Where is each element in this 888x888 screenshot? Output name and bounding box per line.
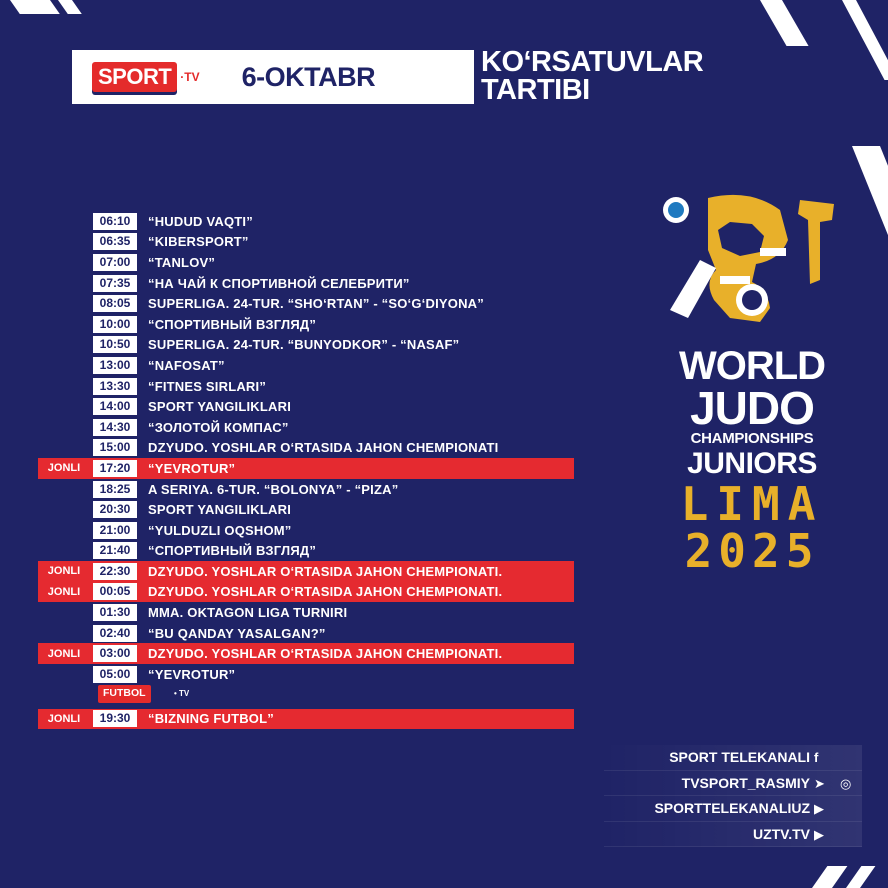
facebook-icon[interactable]: f: [814, 750, 819, 765]
corner-stripe-bottom-right: [812, 866, 847, 888]
schedule-time: 01:30: [93, 604, 137, 621]
schedule-program: DZYUDO. YOSHLAR O‘RTASIDA JAHON CHEMPIONATI.: [148, 646, 503, 662]
schedule-program: “ЗОЛОТОЙ КОМПАС”: [148, 419, 289, 435]
schedule-time: 13:30: [93, 378, 137, 395]
schedule-program: “СПОРТИВНЫЙ ВЗГЛЯД”: [148, 543, 317, 559]
youtube-icon[interactable]: ▶: [814, 801, 824, 816]
judo-championship-emblem: [660, 190, 842, 330]
social-label: TVSPORT_RASMIY: [681, 774, 810, 791]
schedule-program: “YULDUZLI OQSHOM”: [148, 522, 292, 538]
schedule-row: [38, 396, 578, 417]
schedule-program: DZYUDO. YOSHLAR O‘RTASIDA JAHON CHEMPIONATI: [148, 440, 499, 456]
event-line-juniors: JUNIORS: [687, 447, 817, 480]
sport-tv-logo-suffix: ·TV: [180, 70, 200, 84]
schedule-row: [38, 417, 578, 438]
schedule-time: 20:30: [93, 501, 137, 518]
schedule-time: 19:30: [93, 710, 137, 727]
schedule-time: 17:20: [93, 460, 137, 477]
schedule-time: 06:35: [93, 233, 137, 250]
schedule-program: “СПОРТИВНЫЙ ВЗГЛЯД”: [148, 316, 317, 332]
header-bar: [72, 50, 474, 104]
schedule-row: [38, 376, 578, 397]
corner-stripe-right: [852, 146, 888, 236]
schedule-time: 07:00: [93, 254, 137, 271]
social-label: SPORTTELEKANALIUZ: [654, 800, 810, 817]
schedule-program: SUPERLIGA. 24-TUR. “SHO‘RTAN” - “SO‘G‘DIYONA”: [148, 296, 484, 312]
schedule-program: “НА ЧАЙ К СПОРТИВНОЙ СЕЛЕБРИТИ”: [148, 275, 410, 291]
schedule-program: SPORT YANGILIKLARI: [148, 502, 292, 518]
futbol-tv-logo-row: [38, 685, 578, 709]
schedule-row: [38, 602, 578, 623]
corner-stripe-top-left: [10, 0, 60, 14]
schedule-program: A SERIYA. 6-TUR. “BOLONYA” - “PIZA”: [148, 481, 399, 497]
social-label: UZTV.TV: [752, 825, 810, 842]
schedule-time: 21:00: [93, 522, 137, 539]
schedule-program: SUPERLIGA. 24-TUR. “BUNYODKOR” - “NASAF”: [148, 337, 460, 353]
schedule-row: [38, 252, 578, 273]
schedule-program: “YEVROTUR”: [148, 460, 236, 476]
schedule-program: “TANLOV”: [148, 254, 216, 270]
live-badge: JONLI: [47, 585, 81, 598]
schedule-time: 13:00: [93, 357, 137, 374]
schedule-row: [38, 211, 578, 232]
social-link[interactable]: [604, 796, 862, 822]
schedule-row: [38, 664, 578, 685]
schedule-row: [38, 479, 578, 500]
schedule-time: 02:40: [93, 625, 137, 642]
schedule-row: [38, 541, 578, 562]
telegram-icon[interactable]: ➤: [814, 775, 825, 791]
schedule-row: [38, 458, 574, 479]
sport-tv-logo: SPORT: [92, 62, 177, 92]
schedule-program: “NAFOSAT”: [148, 357, 225, 373]
schedule-time: 18:25: [93, 481, 137, 498]
schedule-program: “BU QANDAY YASALGAN?”: [148, 625, 326, 641]
live-badge: JONLI: [47, 565, 81, 578]
corner-stripe-top-right: [760, 0, 809, 46]
schedule-row: [38, 438, 578, 459]
social-link[interactable]: [604, 745, 862, 771]
schedule-row: [38, 314, 578, 335]
schedule-program: “KIBERSPORT”: [148, 234, 249, 250]
live-badge: JONLI: [47, 462, 81, 475]
schedule-list: [38, 211, 578, 729]
schedule-program: “HUDUD VAQTI”: [148, 213, 253, 229]
schedule-row: [38, 499, 578, 520]
page-title-line2: TARTIBI: [481, 74, 590, 106]
schedule-time: 08:05: [93, 295, 137, 312]
schedule-time: 15:00: [93, 439, 137, 456]
social-link[interactable]: [604, 822, 862, 848]
page-title-line1: KO‘RSATUVLAR: [481, 46, 704, 78]
schedule-row: [38, 335, 578, 356]
live-badge: JONLI: [47, 712, 81, 725]
schedule-row: [38, 561, 574, 582]
futbol-tv-logo: FUTBOL: [98, 685, 151, 703]
schedule-program: MMA. OKTAGON LIGA TURNIRI: [148, 605, 348, 621]
schedule-time: 21:40: [93, 542, 137, 559]
play-icon[interactable]: ▶: [814, 826, 824, 842]
schedule-row: [38, 293, 578, 314]
schedule-program: SPORT YANGILIKLARI: [148, 399, 292, 415]
schedule-time: 14:30: [93, 419, 137, 436]
schedule-program: “FITNES SIRLARI”: [148, 378, 267, 394]
schedule-time: 03:00: [93, 645, 137, 662]
schedule-program: “BIZNING FUTBOL”: [148, 711, 274, 727]
corner-stripe-top-left-2: [58, 0, 82, 14]
schedule-time: 22:30: [93, 563, 137, 580]
event-line-year: 2025: [684, 524, 820, 578]
corner-stripe-top-right-2: [842, 0, 888, 80]
schedule-row: [38, 643, 574, 664]
social-links: [604, 745, 862, 847]
schedule-program: “YEVROTUR”: [148, 666, 236, 682]
social-label: SPORT TELEKANALI: [669, 749, 810, 766]
event-line-world: WORLD: [678, 344, 826, 388]
schedule-time: 07:35: [93, 275, 137, 292]
schedule-time: 05:00: [93, 666, 137, 683]
schedule-program: DZYUDO. YOSHLAR O‘RTASIDA JAHON CHEMPIONATI.: [148, 563, 503, 579]
schedule-row: [38, 623, 578, 644]
social-link[interactable]: [604, 771, 862, 797]
corner-stripe-bottom-right-2: [846, 866, 875, 888]
schedule-row: [38, 520, 578, 541]
schedule-time: 06:10: [93, 213, 137, 230]
event-line-lima: LIMA: [680, 477, 824, 531]
instagram-icon[interactable]: ◎: [840, 775, 852, 791]
schedule-time: 00:05: [93, 583, 137, 600]
event-title: [672, 344, 832, 578]
event-line-championships: CHAMPIONSHIPS: [690, 430, 814, 447]
schedule-row: [38, 582, 574, 603]
schedule-program: DZYUDO. YOSHLAR O‘RTASIDA JAHON CHEMPIONATI.: [148, 584, 503, 600]
schedule-row: [38, 232, 578, 253]
page-title: [481, 48, 703, 104]
schedule-row: [38, 273, 578, 294]
schedule-time: 14:00: [93, 398, 137, 415]
futbol-tv-logo-suffix: • TV: [174, 688, 190, 698]
schedule-date: 6-OKTABR: [241, 61, 376, 92]
schedule-time: 10:50: [93, 336, 137, 353]
schedule-row: [38, 709, 574, 730]
live-badge: JONLI: [47, 647, 81, 660]
schedule-time: 10:00: [93, 316, 137, 333]
schedule-row: [38, 355, 578, 376]
event-line-judo: JUDO: [690, 382, 814, 434]
